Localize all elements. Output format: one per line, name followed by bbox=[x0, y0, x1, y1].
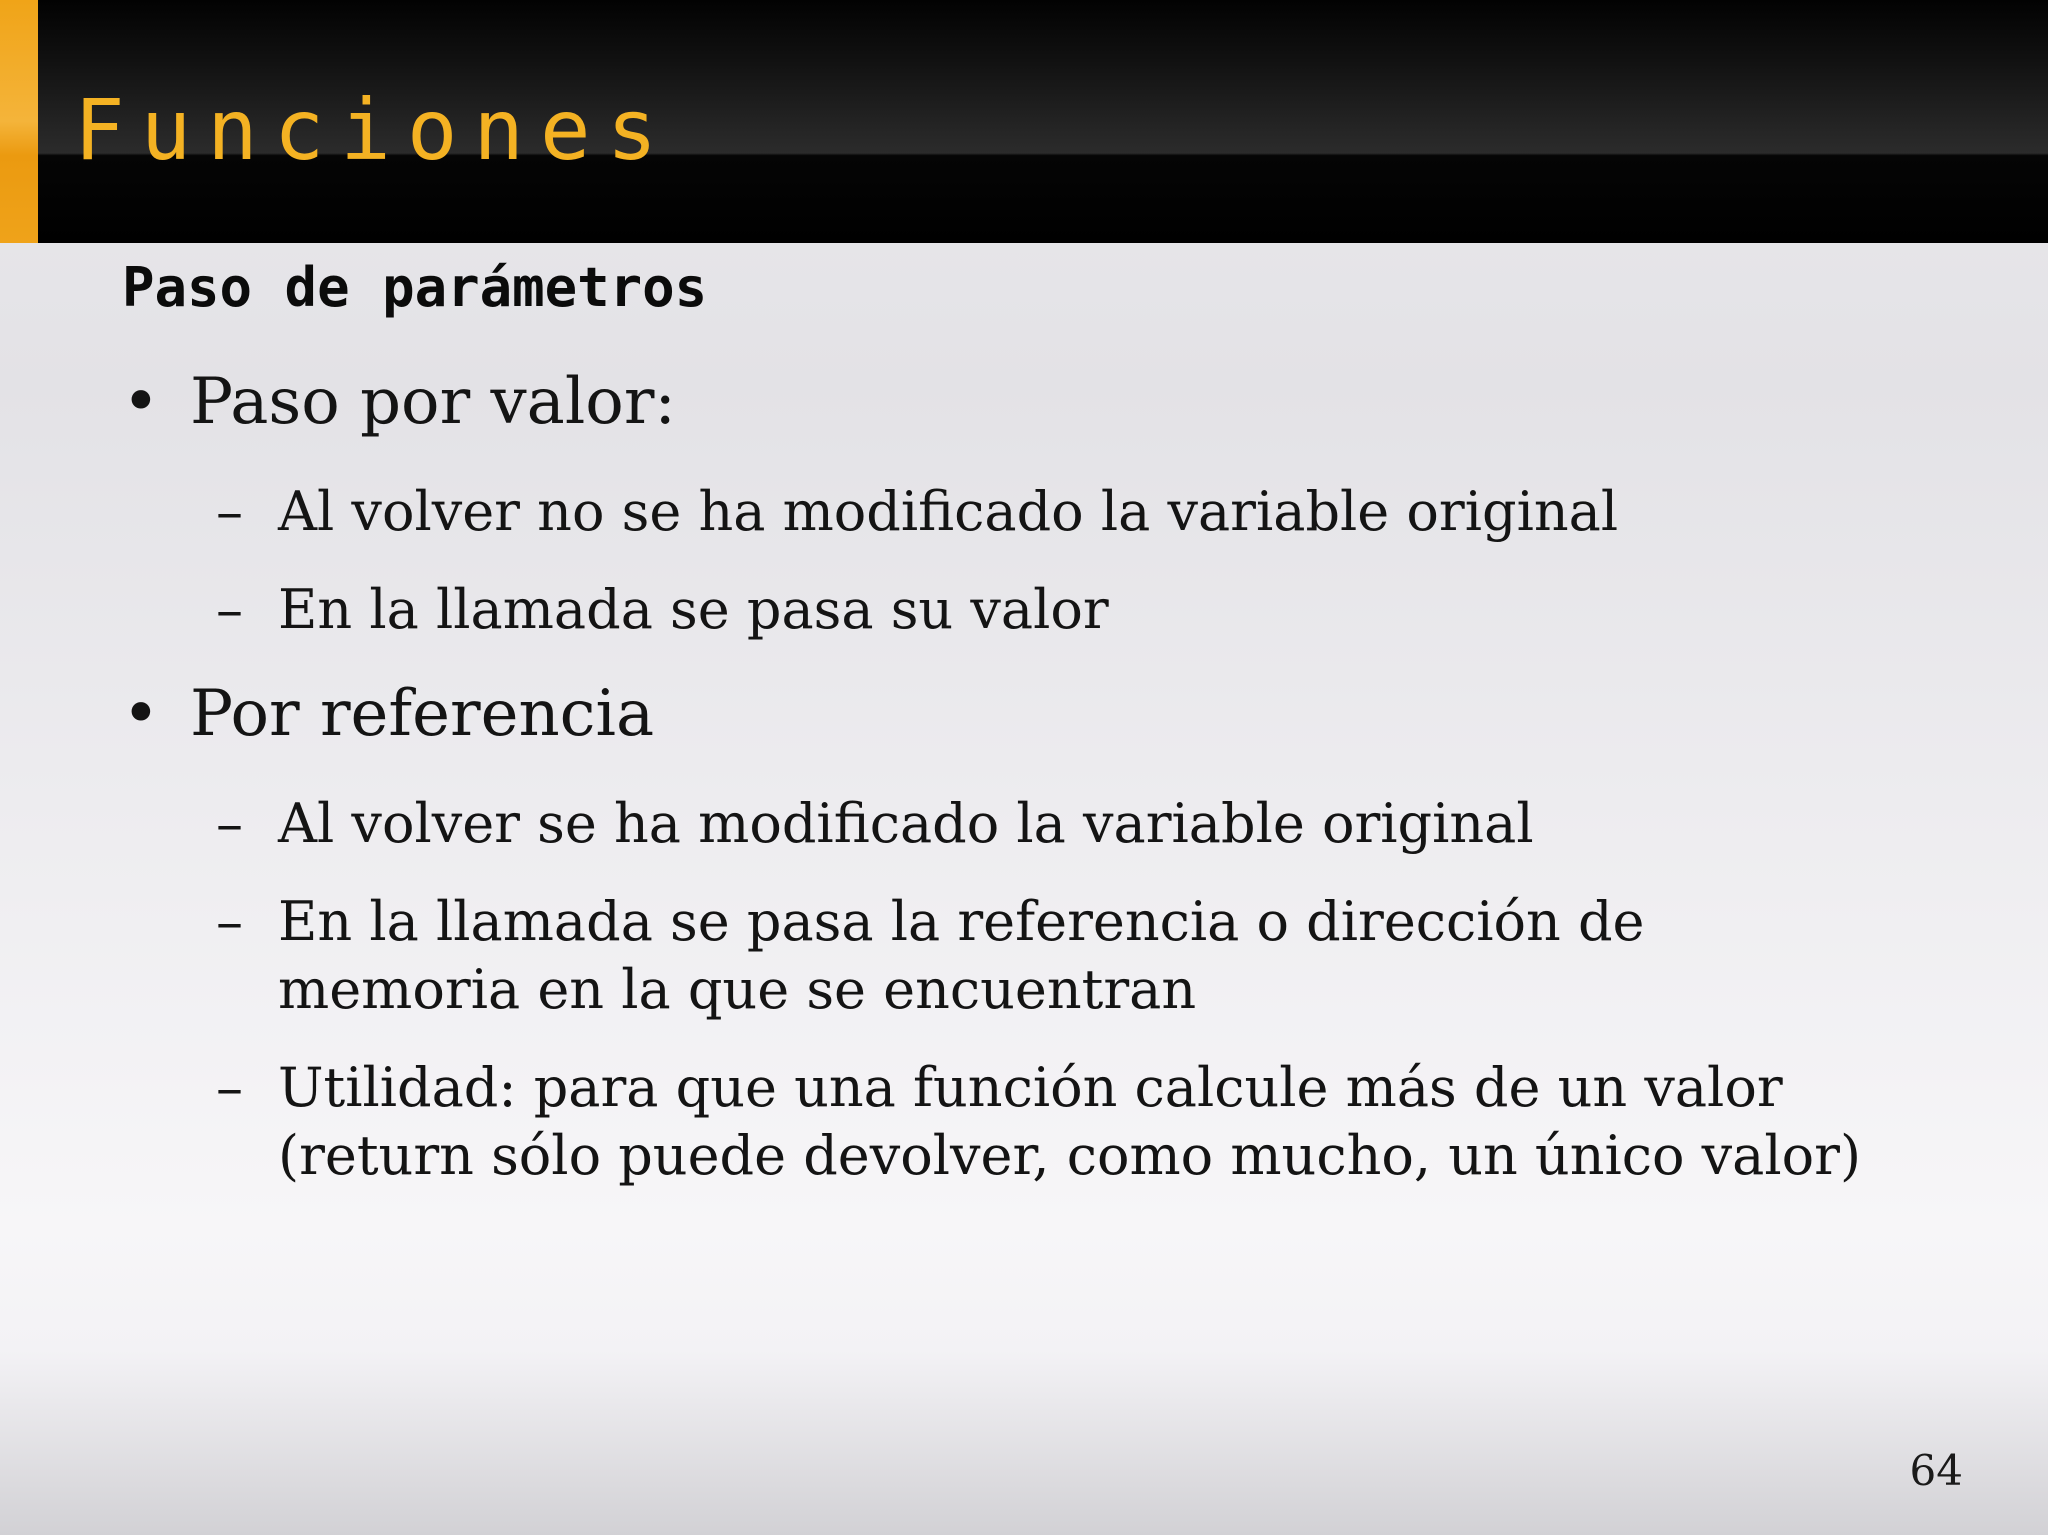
subbullet-text: En la llamada se pasa su valor bbox=[278, 578, 1109, 641]
slide-subtitle: Paso de parámetros bbox=[122, 256, 708, 319]
page-number: 64 bbox=[1909, 1446, 1963, 1495]
subbullet-marker: – bbox=[216, 792, 243, 855]
subbullet-item bbox=[216, 1054, 1896, 1190]
subbullet-item bbox=[216, 478, 1896, 546]
slide-title: Funciones bbox=[74, 81, 674, 179]
bullet-text: Paso por valor: bbox=[190, 365, 676, 439]
bullet-text: Por referencia bbox=[190, 677, 655, 751]
subbullet-text: Utilidad: para que una función calcule más de un valor (return sólo puede devolver, como mucho, un único valor) bbox=[278, 1056, 1862, 1187]
subbullet-marker: – bbox=[216, 480, 243, 543]
subbullet-marker: – bbox=[216, 1056, 243, 1119]
subbullet-text: Al volver se ha modificado la variable original bbox=[278, 792, 1534, 855]
bullet-marker: • bbox=[122, 677, 160, 751]
subbullet-marker: – bbox=[216, 890, 243, 953]
subbullet-item bbox=[216, 790, 1896, 858]
subbullet-marker: – bbox=[216, 578, 243, 641]
bullet-marker: • bbox=[122, 365, 160, 439]
subbullet-item bbox=[216, 888, 1896, 1024]
subbullet-item bbox=[216, 576, 1896, 644]
subbullet-text: En la llamada se pasa la referencia o dirección de memoria en la que se encuentran bbox=[278, 890, 1645, 1021]
subbullet-text: Al volver no se ha modificado la variable original bbox=[278, 480, 1619, 543]
